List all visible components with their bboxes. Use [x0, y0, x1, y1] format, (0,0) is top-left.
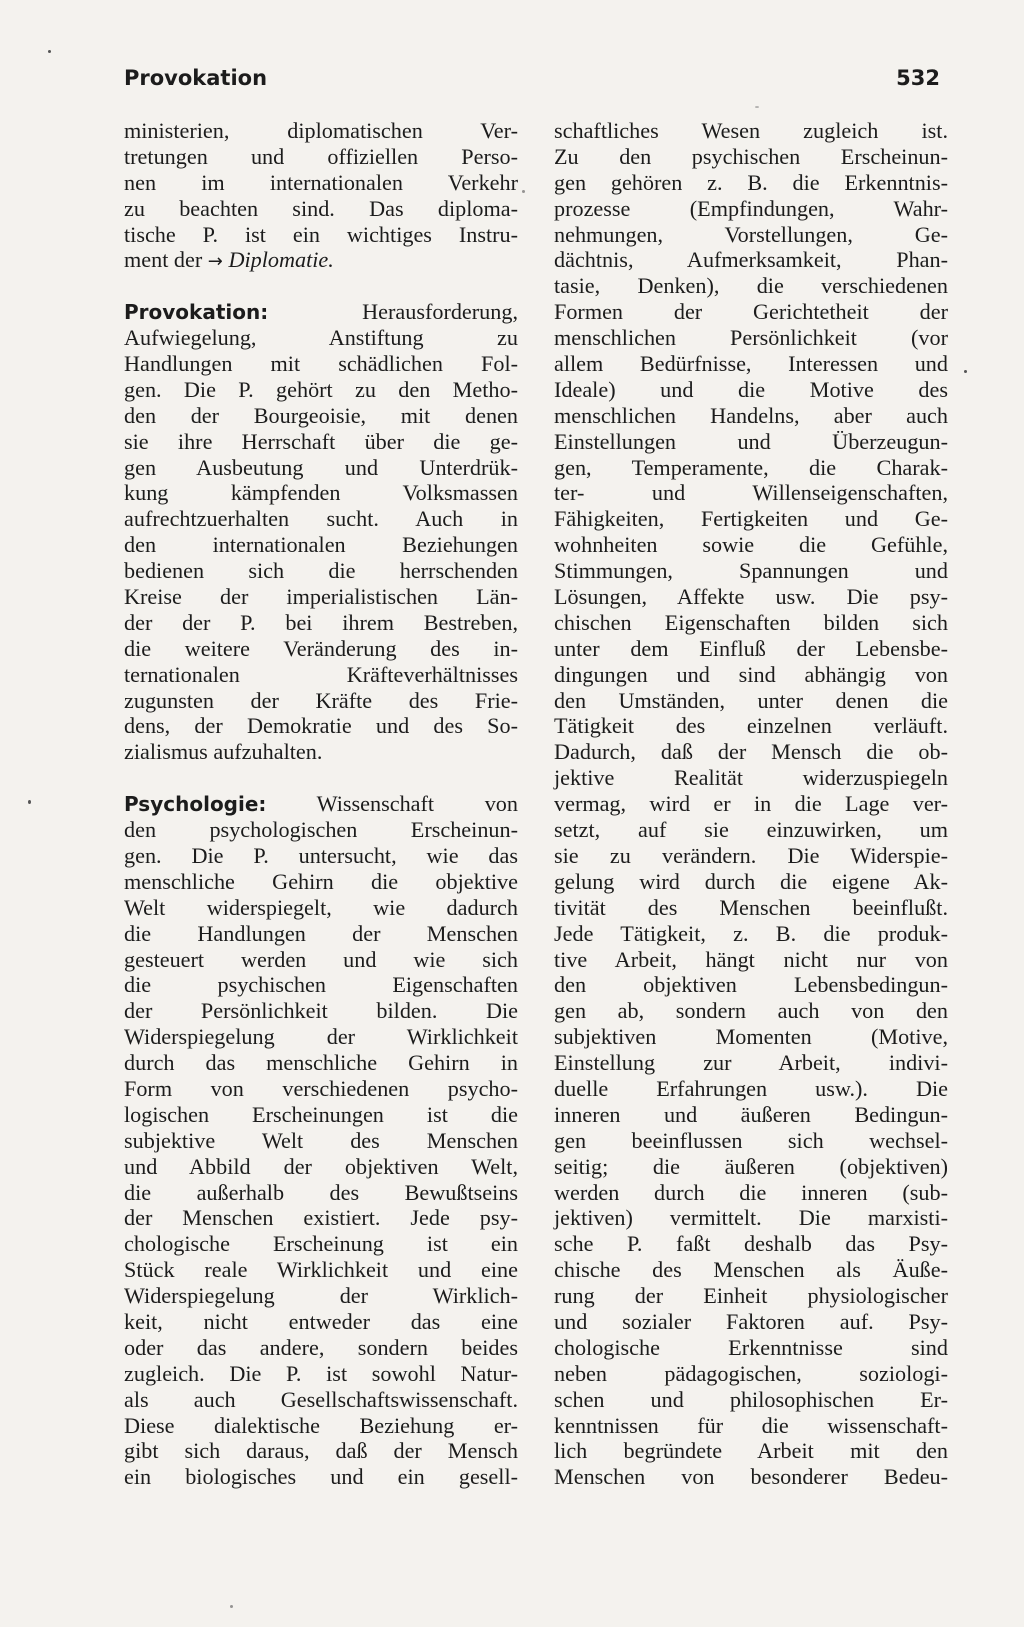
text-line: schen und philosophischen Er-	[554, 1386, 948, 1412]
text-line: gibt sich daraus, daß der Mensch	[124, 1438, 518, 1464]
text-line: tivität des Menschen beeinflußt.	[554, 894, 948, 920]
text-line: die außerhalb des Bewußtseins	[124, 1179, 518, 1205]
scan-speck	[964, 370, 967, 373]
text-line: chische des Menschen als Äuße-	[554, 1257, 948, 1283]
text-line: Diese dialektische Beziehung er-	[124, 1412, 518, 1438]
text-line: tive Arbeit, hängt nicht nur von	[554, 946, 948, 972]
left-column	[124, 118, 518, 1490]
text-line: Lösungen, Affekte usw. Die psy-	[554, 584, 948, 610]
text-line: gen, Temperamente, die Charak-	[554, 454, 948, 480]
text-line: setzt, auf sie einzuwirken, um	[554, 817, 948, 843]
text-line: inneren und äußeren Bedingun-	[554, 1101, 948, 1127]
text-line: der Persönlichkeit bilden. Die	[124, 998, 518, 1024]
text-line: Form von verschiedenen psycho-	[124, 1075, 518, 1101]
text-line: nen im internationalen Verkehr	[124, 169, 518, 195]
text-line: der der P. bei ihrem Bestreben,	[124, 609, 518, 635]
entry-text: Herausforderung,	[362, 299, 518, 325]
text-line: durch das menschliche Gehirn in	[124, 1050, 518, 1076]
scan-speck	[522, 190, 525, 193]
text-line: die Handlungen der Menschen	[124, 920, 518, 946]
text-line: unter dem Einfluß der Lebensbe-	[554, 635, 948, 661]
text-line: der Menschen existiert. Jede psy-	[124, 1205, 518, 1231]
text-line: Aufwiegelung, Anstiftung zu	[124, 325, 518, 351]
text-line: menschlichen Handelns, aber auch	[554, 402, 948, 428]
text-line: Stück reale Wirklichkeit und eine	[124, 1257, 518, 1283]
text-line: Welt widerspiegelt, wie dadurch	[124, 894, 518, 920]
text-line: Kreise der imperialistischen Län-	[124, 584, 518, 610]
page-number: 532	[896, 66, 940, 90]
text-line: duelle Erfahrungen usw.). Die	[554, 1075, 948, 1101]
text-line: tretungen und offiziellen Perso-	[124, 143, 518, 169]
scan-speck	[230, 1605, 233, 1608]
text-line: zialismus aufzuhalten.	[124, 739, 323, 765]
text-line: den internationalen Beziehungen	[124, 532, 518, 558]
text-line: gen beeinflussen sich wechsel-	[554, 1127, 948, 1153]
text-line: ministerien, diplomatischen Ver-	[124, 118, 518, 143]
entry-psychologie	[124, 791, 518, 1490]
text-line: sche P. faßt deshalb das Psy-	[554, 1231, 948, 1257]
continuation-paragraph	[124, 118, 518, 273]
text-line: keit, nicht entweder das eine	[124, 1308, 518, 1334]
text-line: gen. Die P. untersucht, wie das	[124, 842, 518, 868]
text-line: ter- und Willenseigenschaften,	[554, 480, 948, 506]
text-line: jektiven) vermittelt. Die marxisti-	[554, 1205, 948, 1231]
text-line: Zu den psychischen Erscheinun-	[554, 143, 948, 169]
entry-term: Psychologie:	[124, 792, 267, 817]
text-line: ternationalen Kräfteverhältnisses	[124, 661, 518, 687]
text-line: neben pädagogischen, soziologi-	[554, 1360, 948, 1386]
text-line: gen gehören z. B. die Erkenntnis-	[554, 169, 948, 195]
text-line: prozesse (Empfindungen, Wahr-	[554, 195, 948, 221]
text-line: den Umständen, unter denen die	[554, 687, 948, 713]
text-line: den der Bourgeoisie, mit denen	[124, 402, 518, 428]
text-line: chologische Erscheinung ist ein	[124, 1231, 518, 1257]
text-line: Fähigkeiten, Fertigkeiten und Ge-	[554, 506, 948, 532]
text-line: jektive Realität widerzuspiegeln	[554, 765, 948, 791]
text-line: subjektiven Momenten (Motive,	[554, 1024, 948, 1050]
text-line: und Abbild der objektiven Welt,	[124, 1153, 518, 1179]
cross-reference[interactable]: Diplomatie.	[228, 247, 334, 273]
text-line: ein biologisches und ein gesell-	[124, 1464, 518, 1490]
text-line: den objektiven Lebensbedingun-	[554, 972, 948, 998]
reference-line	[124, 247, 518, 273]
reference-arrow-icon: →	[207, 251, 223, 273]
scan-speck	[755, 106, 759, 108]
text-line: Einstellungen und Überzeugun-	[554, 428, 948, 454]
text-line: kenntnissen für die wissenschaft-	[554, 1412, 948, 1438]
text-line: gesteuert werden und wie sich	[124, 946, 518, 972]
text-line: Stimmungen, Spannungen und	[554, 558, 948, 584]
running-head: Provokation	[124, 66, 268, 90]
text-line: lich begründete Arbeit mit den	[554, 1438, 948, 1464]
text-line: dächtnis, Aufmerksamkeit, Phan-	[554, 247, 948, 273]
text-line: rung der Einheit physiologischer	[554, 1283, 948, 1309]
text-line: subjektive Welt des Menschen	[124, 1127, 518, 1153]
text-line: gen Ausbeutung und Unterdrük-	[124, 454, 518, 480]
text-line: Handlungen mit schädlichen Fol-	[124, 351, 518, 377]
entry-provokation	[124, 299, 518, 765]
text-line: die psychischen Eigenschaften	[124, 972, 518, 998]
text-line: nehmungen, Vorstellungen, Ge-	[554, 221, 948, 247]
text-line: tasie, Denken), die verschiedenen	[554, 273, 948, 299]
text-line: logischen Erscheinungen ist die	[124, 1101, 518, 1127]
text-line: und sozialer Faktoren auf. Psy-	[554, 1308, 948, 1334]
text-line: seitig; die äußeren (objektiven)	[554, 1153, 948, 1179]
text-line: schaftliches Wesen zugleich ist.	[554, 118, 948, 143]
text-line: bedienen sich die herrschenden	[124, 558, 518, 584]
scan-speck	[28, 800, 31, 804]
text-line: wohnheiten sowie die Gefühle,	[554, 532, 948, 558]
text-line: chischen Eigenschaften bilden sich	[554, 609, 948, 635]
entry-first-line	[124, 299, 518, 325]
text-line: sie ihre Herrschaft über die ge-	[124, 428, 518, 454]
text-line: Widerspiegelung der Wirklich-	[124, 1283, 518, 1309]
page-header	[124, 66, 940, 100]
entry-text: Wissenschaft von	[316, 791, 518, 817]
text-line: sie zu verändern. Die Widerspie-	[554, 842, 948, 868]
text-line: werden durch die inneren (sub-	[554, 1179, 948, 1205]
text-line: allem Bedürfnisse, Interessen und	[554, 351, 948, 377]
text-line: Dadurch, daß der Mensch die ob-	[554, 739, 948, 765]
text-line: dingungen und sind abhängig von	[554, 661, 948, 687]
text-line: dens, der Demokratie und des So-	[124, 713, 518, 739]
text-line: Widerspiegelung der Wirklichkeit	[124, 1024, 518, 1050]
text-line: den psychologischen Erscheinun-	[124, 817, 518, 843]
text-line: vermag, wird er in die Lage ver-	[554, 791, 948, 817]
text-line: gen. Die P. gehört zu den Metho-	[124, 376, 518, 402]
text-line: oder das andere, sondern beides	[124, 1334, 518, 1360]
text-line: Ideale) und die Motive des	[554, 376, 948, 402]
text-line: Tätigkeit des einzelnen verläuft.	[554, 713, 948, 739]
text-line: zu beachten sind. Das diploma-	[124, 195, 518, 221]
reference-prefix: ment der	[124, 247, 203, 273]
text-line: gen ab, sondern auch von den	[554, 998, 948, 1024]
text-line: Menschen von besonderer Bedeu-	[554, 1464, 948, 1490]
paragraph-gap	[124, 765, 518, 791]
text-line: gelung wird durch die eigene Ak-	[554, 868, 948, 894]
scan-speck	[48, 50, 51, 53]
text-line: Einstellung zur Arbeit, indivi-	[554, 1050, 948, 1076]
text-line: menschlichen Persönlichkeit (vor	[554, 325, 948, 351]
text-line: die weitere Veränderung des in-	[124, 635, 518, 661]
text-line: zugleich. Die P. ist sowohl Natur-	[124, 1360, 518, 1386]
text-line: tische P. ist ein wichtiges Instru-	[124, 221, 518, 247]
text-line: zugunsten der Kräfte des Frie-	[124, 687, 518, 713]
text-line: Jede Tätigkeit, z. B. die produk-	[554, 920, 948, 946]
text-line: chologische Erkenntnisse sind	[554, 1334, 948, 1360]
text-line: kung kämpfenden Volksmassen	[124, 480, 518, 506]
paragraph-gap	[124, 273, 518, 299]
text-line: Formen der Gerichtetheit der	[554, 299, 948, 325]
text-line: menschliche Gehirn die objektive	[124, 868, 518, 894]
right-column	[554, 118, 948, 1490]
text-line: als auch Gesellschaftswissenschaft.	[124, 1386, 518, 1412]
text-line: aufrechtzuerhalten sucht. Auch in	[124, 506, 518, 532]
entry-term: Provokation:	[124, 300, 269, 325]
entry-first-line	[124, 791, 518, 817]
